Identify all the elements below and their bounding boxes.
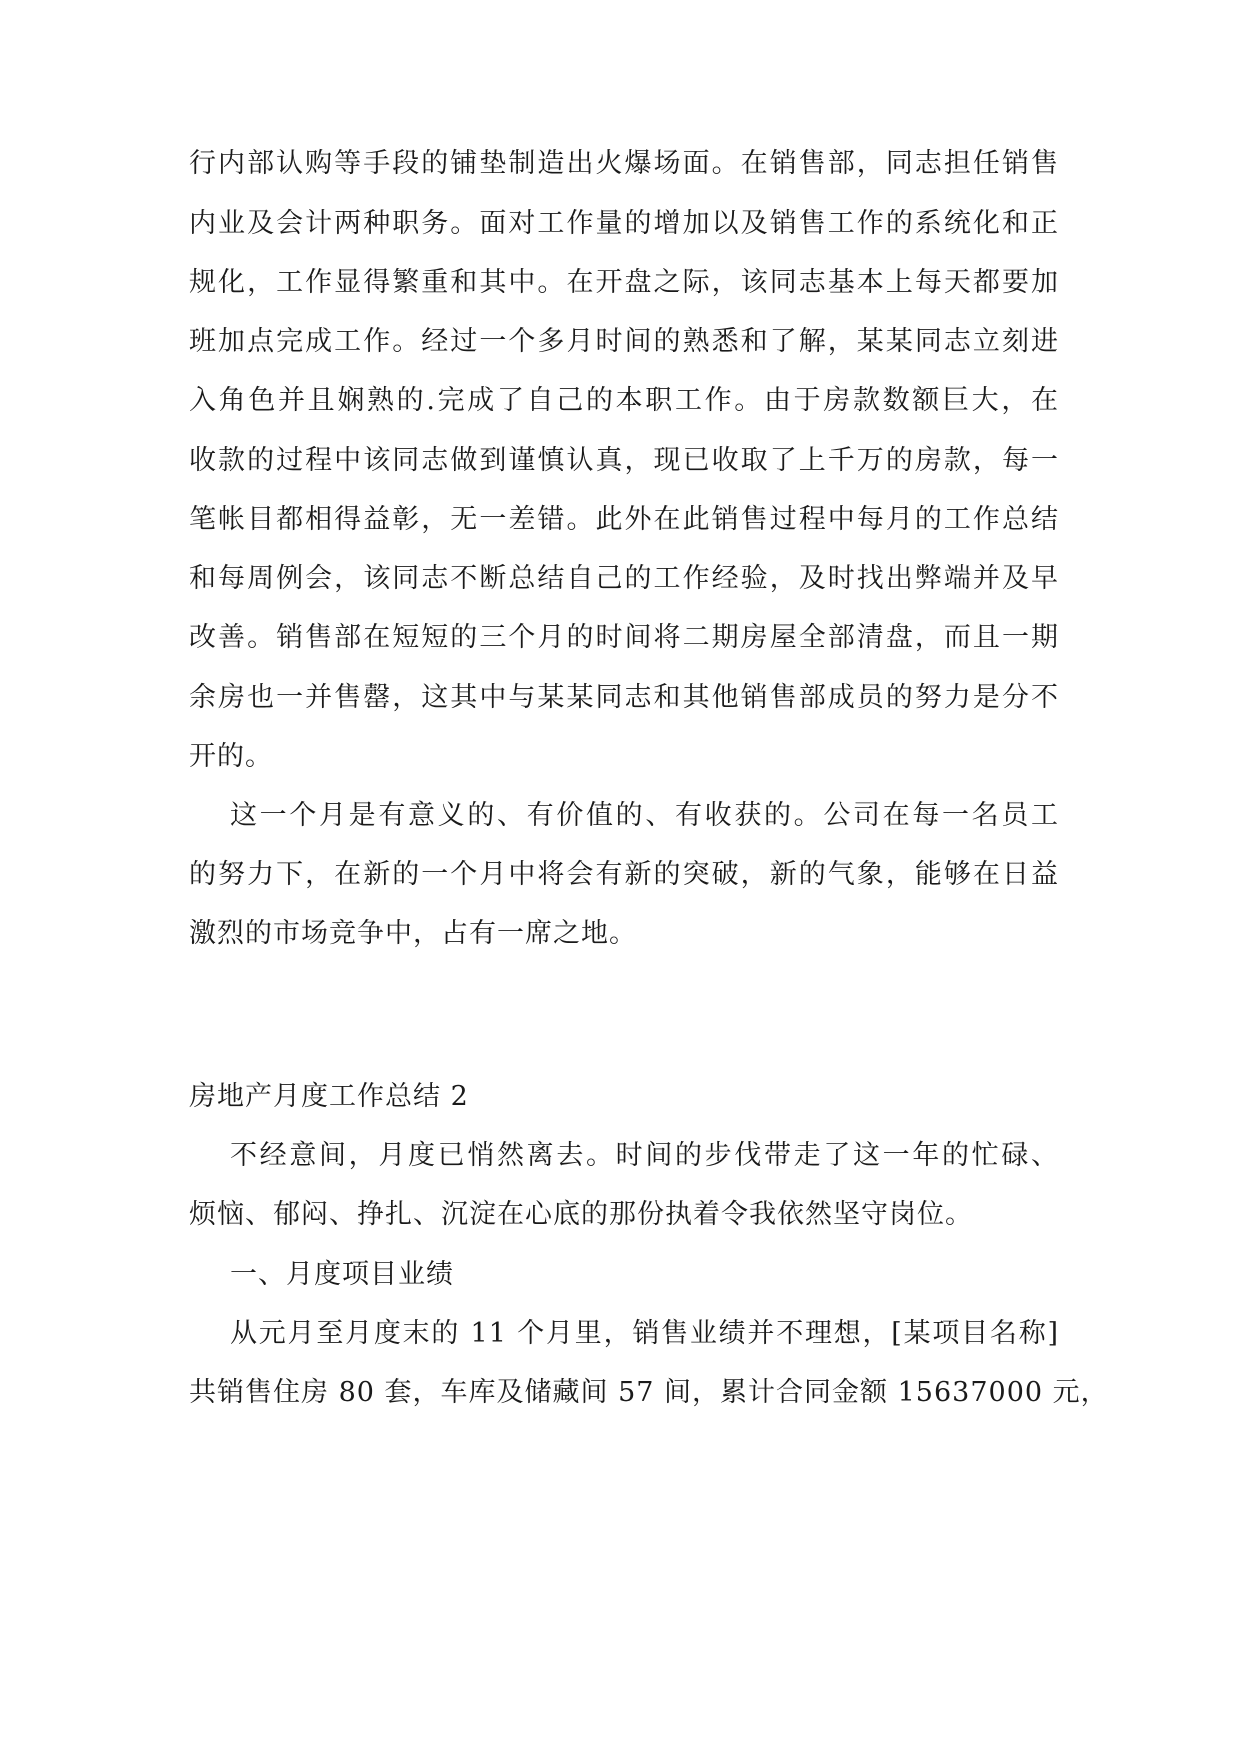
- paragraph-line: 的努力下，在新的一个月中将会有新的突破，新的气象，能够在日益: [189, 859, 1059, 890]
- paragraph-line: 共销售住房 80 套，车库及储藏间 57 间，累计合同金额 15637000 元，: [189, 1377, 1109, 1408]
- paragraph-line: 这一个月是有意义的、有价值的、有收获的。公司在每一名员工: [230, 800, 1059, 831]
- paragraph-line: 收款的过程中该同志做到谨慎认真，现已收取了上千万的房款，每一: [189, 445, 1059, 476]
- paragraph-line: 入角色并且娴熟的.完成了自己的本职工作。由于房款数额巨大，在: [189, 385, 1059, 416]
- paragraph-line: 行内部认购等手段的铺垫制造出火爆场面。在销售部，同志担任销售: [189, 148, 1059, 179]
- paragraph-line: 激烈的市场竞争中，占有一席之地。: [189, 918, 637, 949]
- paragraph-line: 班加点完成工作。经过一个多月时间的熟悉和了解，某某同志立刻进: [189, 326, 1059, 357]
- paragraph-line: 内业及会计两种职务。面对工作量的增加以及销售工作的系统化和正: [189, 208, 1059, 239]
- paragraph-line: 余房也一并售罄，这其中与某某同志和其他销售部成员的努力是分不: [189, 682, 1059, 713]
- subheading: 一、月度项目业绩: [230, 1259, 454, 1290]
- paragraph-line: 和每周例会，该同志不断总结自己的工作经验，及时找出弊端并及早: [189, 563, 1059, 594]
- paragraph-line: 改善。销售部在短短的三个月的时间将二期房屋全部清盘，而且一期: [189, 622, 1059, 653]
- paragraph-line: 笔帐目都相得益彰，无一差错。此外在此销售过程中每月的工作总结: [189, 504, 1059, 535]
- paragraph-line: 不经意间，月度已悄然离去。时间的步伐带走了这一年的忙碌、: [230, 1140, 1059, 1171]
- paragraph-line: 烦恼、郁闷、挣扎、沉淀在心底的那份执着令我依然坚守岗位。: [189, 1199, 973, 1230]
- section-title: 房地产月度工作总结 2: [189, 1081, 469, 1112]
- paragraph-line: 规化，工作显得繁重和其中。在开盘之际，该同志基本上每天都要加: [189, 267, 1059, 298]
- paragraph-line: 开的。: [189, 741, 273, 772]
- paragraph-line: 从元月至月度末的 11 个月里，销售业绩并不理想，[某项目名称]: [230, 1318, 1059, 1349]
